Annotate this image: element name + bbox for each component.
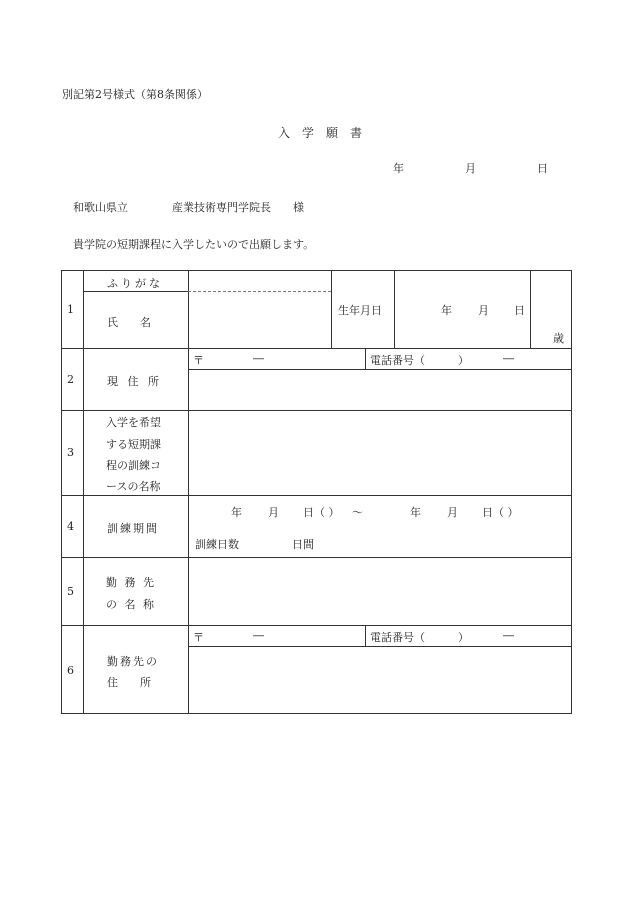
work-address-divider [188, 646, 572, 647]
age-label: 歳 [553, 332, 564, 345]
furigana-label: ふりがな [107, 277, 163, 290]
col-divider-label [188, 270, 189, 714]
course-label-line-2: する短期課 [106, 438, 161, 451]
phone-label: 電話番号（ ） [370, 354, 469, 367]
age-col-divider [530, 270, 531, 348]
birthdate-label: 生年月日 [338, 304, 382, 317]
course-label-line-3: 程の訓練コ [106, 459, 161, 472]
postal-mark: 〒 [193, 354, 204, 367]
work-postal-mark: 〒 [193, 631, 204, 644]
row-number-6: 6 [67, 664, 74, 677]
furigana-dashed-line [188, 291, 331, 292]
table-border-bottom [61, 713, 572, 714]
training-days-unit: 日間 [292, 538, 314, 551]
workplace-name-label-line-1: 勤 務 先 [106, 576, 156, 589]
furigana-divider [83, 291, 188, 292]
phone-divider [365, 348, 366, 369]
phone-dash: ― [503, 352, 514, 365]
furigana-field[interactable] [190, 272, 330, 290]
row-number-2: 2 [67, 373, 74, 386]
course-name-field[interactable] [190, 412, 570, 494]
date-month-label: 月 [465, 162, 476, 175]
application-statement: 貴学院の短期課程に入学したいので出願します。 [73, 238, 315, 251]
end-year-label: 年 [410, 506, 421, 519]
row-divider [61, 495, 572, 496]
date-year-label: 年 [393, 162, 404, 175]
start-month-label: 月 [268, 506, 279, 519]
birth-month-label: 月 [478, 304, 489, 317]
name-label: 氏 名 [107, 316, 151, 329]
col-divider-number [83, 270, 84, 714]
workplace-address-label-line-2: 住 所 [107, 676, 151, 689]
workplace-address-field[interactable] [190, 648, 570, 712]
birth-year-label: 年 [441, 304, 452, 317]
row-divider [61, 348, 572, 349]
course-label-line-1: 入学を希望 [106, 416, 161, 429]
period-tilde: ～ [352, 506, 363, 519]
workplace-name-label-line-2: の 名 称 [106, 598, 156, 611]
document-title: 入 学 願 書 [277, 126, 362, 140]
row-divider [61, 410, 572, 411]
birth-col-divider [331, 270, 332, 348]
address-divider [188, 369, 572, 370]
form-number: 別記第2号様式（第8条関係） [62, 88, 208, 101]
start-year-label: 年 [231, 506, 242, 519]
work-phone-dash: ― [503, 629, 514, 642]
table-border-left [61, 270, 62, 714]
course-label-line-4: ースの名称 [106, 480, 161, 493]
date-day-label: 日 [537, 162, 548, 175]
row-number-4: 4 [67, 520, 74, 533]
end-month-label: 月 [447, 506, 458, 519]
training-period-label: 訓練期間 [107, 522, 159, 535]
row-number-3: 3 [67, 446, 74, 459]
birth-col-divider [394, 270, 395, 348]
row-divider [61, 625, 572, 626]
workplace-name-field[interactable] [190, 559, 570, 623]
start-day-label: 日（ ） [303, 506, 340, 519]
birth-day-label: 日 [514, 304, 525, 317]
row-number-1: 1 [67, 303, 74, 316]
workplace-address-label-line-1: 勤務先の [107, 655, 159, 668]
name-field[interactable] [190, 293, 330, 347]
current-address-field[interactable] [190, 371, 570, 408]
postal-dash: ― [253, 352, 264, 365]
current-address-label: 現 住 所 [107, 375, 162, 388]
row-number-5: 5 [67, 585, 74, 598]
work-postal-dash: ― [253, 629, 264, 642]
training-days-label: 訓練日数 [195, 538, 239, 551]
table-border-right [571, 270, 572, 714]
recipient-line: 和歌山県立 産業技術専門学院長 様 [73, 201, 304, 214]
work-phone-divider [365, 625, 366, 646]
table-border-top [61, 270, 572, 271]
row-divider [61, 557, 572, 558]
end-day-label: 日（ ） [482, 506, 519, 519]
work-phone-label: 電話番号（ ） [370, 631, 469, 644]
